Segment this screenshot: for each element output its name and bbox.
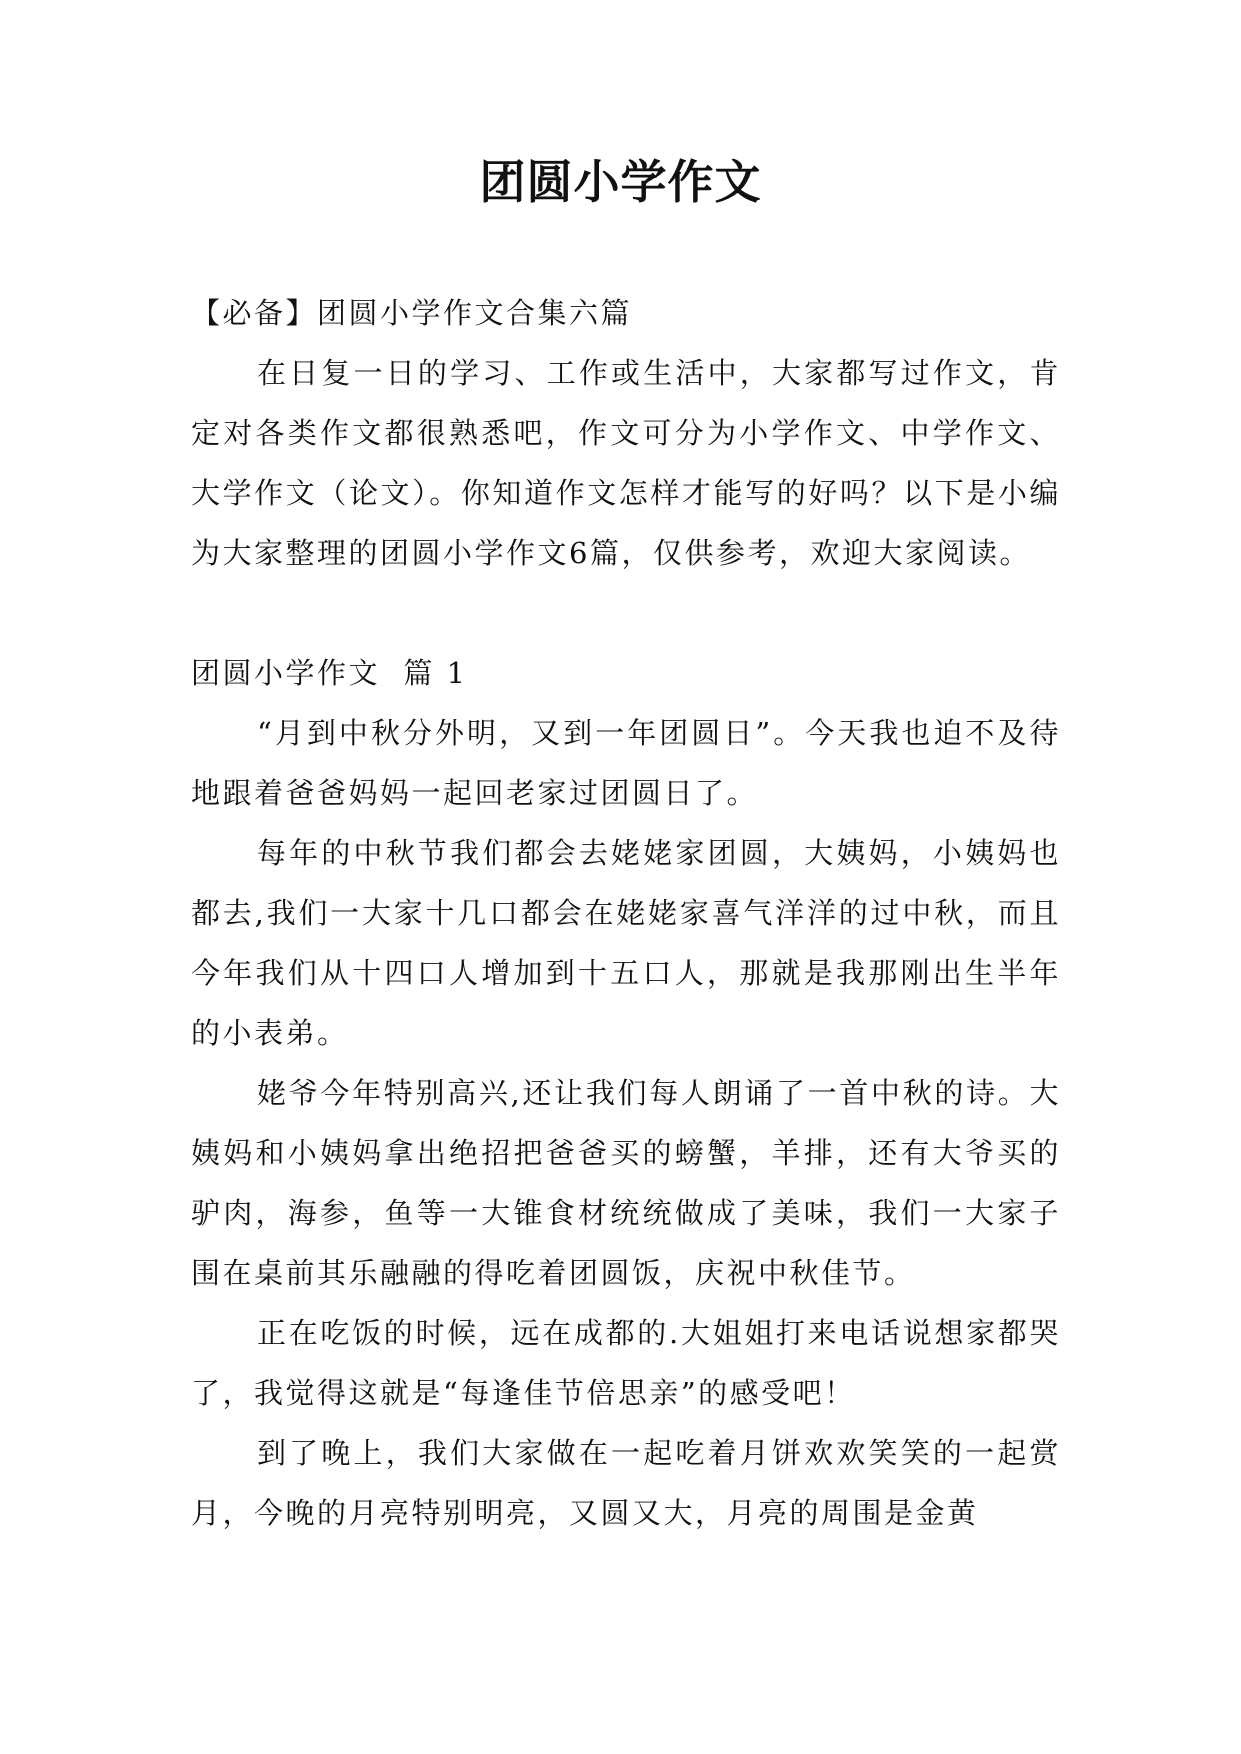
section-heading: 团圆小学作文 篇 1 bbox=[191, 656, 468, 690]
section-gap bbox=[191, 583, 1061, 643]
essay-paragraph: “月到中秋分外明，又到一年团圆日”。今天我也迫不及待地跟着爸爸妈妈一起回老家过团圆日了。 bbox=[191, 716, 1061, 810]
document-title: 团圆小学作文 bbox=[479, 155, 762, 209]
essay-paragraph: 姥爷今年特别高兴,还让我们每人朗诵了一首中秋的诗。大姨妈和小姨妈拿出绝招把爸爸买的螃蟹，羊排，还有大爷买的驴肉，海参，鱼等一大锥食材统统做成了美味，我们一大家子围在桌前其乐融融的得吃着团圆饭，庆祝中秋佳节。 bbox=[191, 1076, 1061, 1290]
essay-paragraph: 正在吃饭的时候，远在成都的.大姐姐打来电话说想家都哭了，我觉得这就是“每逢佳节倍思亲”的感受吧！ bbox=[191, 1316, 1061, 1410]
document-body bbox=[191, 283, 1061, 1543]
essay-paragraph: 每年的中秋节我们都会去姥姥家团圆，大姨妈，小姨妈也都去,我们一大家十几口都会在姥姥家喜气洋洋的过中秋，而且今年我们从十四口人增加到十五口人，那就是我那刚出生半年的小表弟。 bbox=[191, 836, 1061, 1050]
intro-paragraph: 在日复一日的学习、工作或生活中，大家都写过作文，肯定对各类作文都很熟悉吧，作文可分为小学作文、中学作文、大学作文（论文）。你知道作文怎样才能写的好吗？以下是小编为大家整理的团圆小学作文6篇，仅供参考，欢迎大家阅读。 bbox=[191, 356, 1061, 570]
document-subtitle: 【必备】团圆小学作文合集六篇 bbox=[191, 296, 633, 330]
essay-paragraph: 到了晚上，我们大家做在一起吃着月饼欢欢笑笑的一起赏月，今晚的月亮特别明亮，又圆又大，月亮的周围是金黄 bbox=[191, 1436, 1061, 1530]
